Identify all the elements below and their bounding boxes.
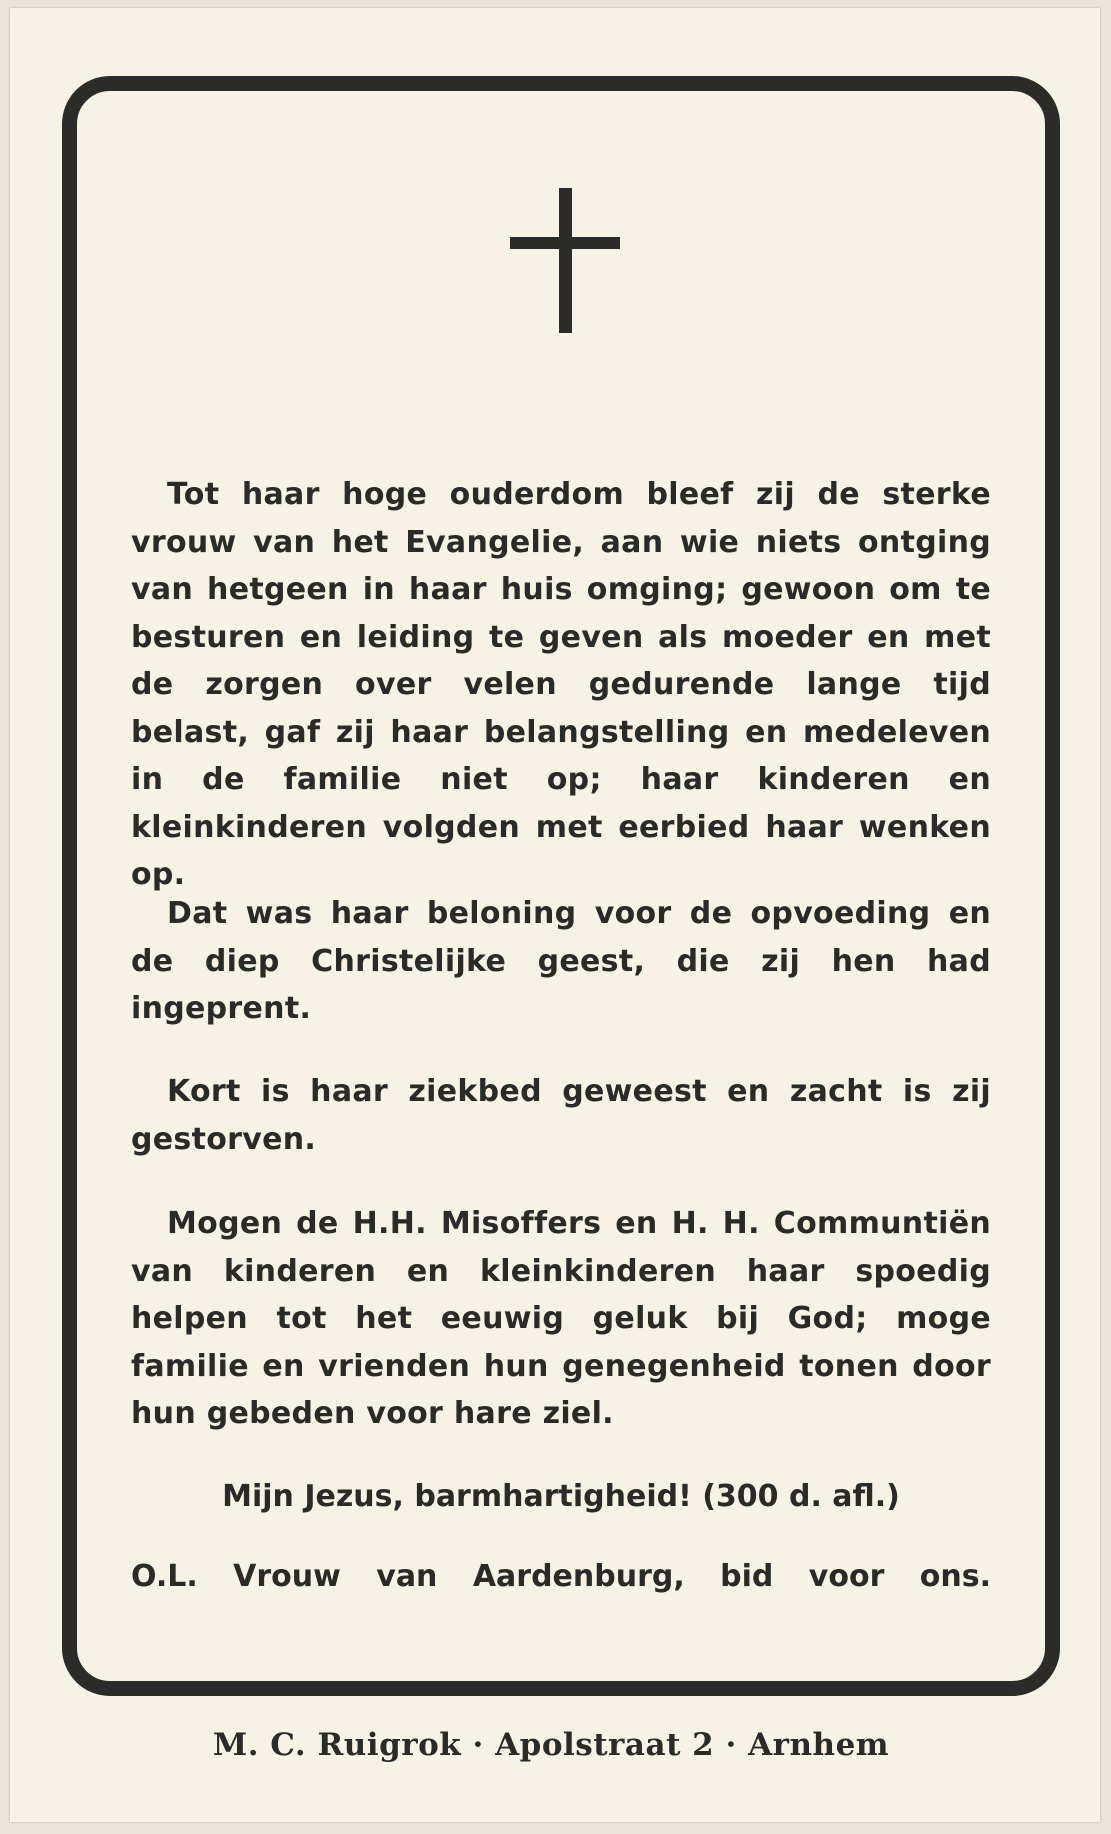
cross-icon xyxy=(510,188,620,333)
paragraph-3 xyxy=(131,1068,991,1163)
paragraph-1 xyxy=(131,471,991,899)
paragraph-text: Mogen de H.H. Misoffers en H. H. Communtiën van kinderen en kleinkinderen haar spoedig helpen tot het eeuwig geluk bij God; moge familie en vrienden hun genegenheid tonen door hun gebeden voor hare ziel. xyxy=(131,1206,991,1431)
printer-imprint: M. C. Ruigrok · Apolstraat 2 · Arnhem xyxy=(212,1727,890,1763)
paragraph-text: Dat was haar beloning voor de opvoeding en de diep Christelijke geest, die zij hen had ingeprent. xyxy=(131,896,991,1026)
paragraph-text: Kort is haar ziekbed geweest en zacht is zij gestorven. xyxy=(131,1074,991,1157)
paragraph-2 xyxy=(131,890,991,1033)
paragraph-text: Tot haar hoge ouderdom bleef zij de sterke vrouw van het Evangelie, aan wie niets ontging van hetgeen in haar huis omging; gewoon om te besturen en leiding te geven als moeder en met de zorgen over velen gedurende lange tijd belast, gaf zij haar belangstelling en medeleven in de familie niet op; haar kinderen en kleinkinderen volgden met eerbied haar wenken op. xyxy=(131,477,991,892)
paragraph-4 xyxy=(131,1200,991,1438)
memorial-card xyxy=(10,8,1100,1822)
prayer-line-1: Mijn Jezus, barmhartigheid! (300 d. afl.) xyxy=(222,1479,900,1514)
prayer-line-2: O.L. Vrouw van Aardenburg, bid voor ons. xyxy=(131,1559,991,1594)
